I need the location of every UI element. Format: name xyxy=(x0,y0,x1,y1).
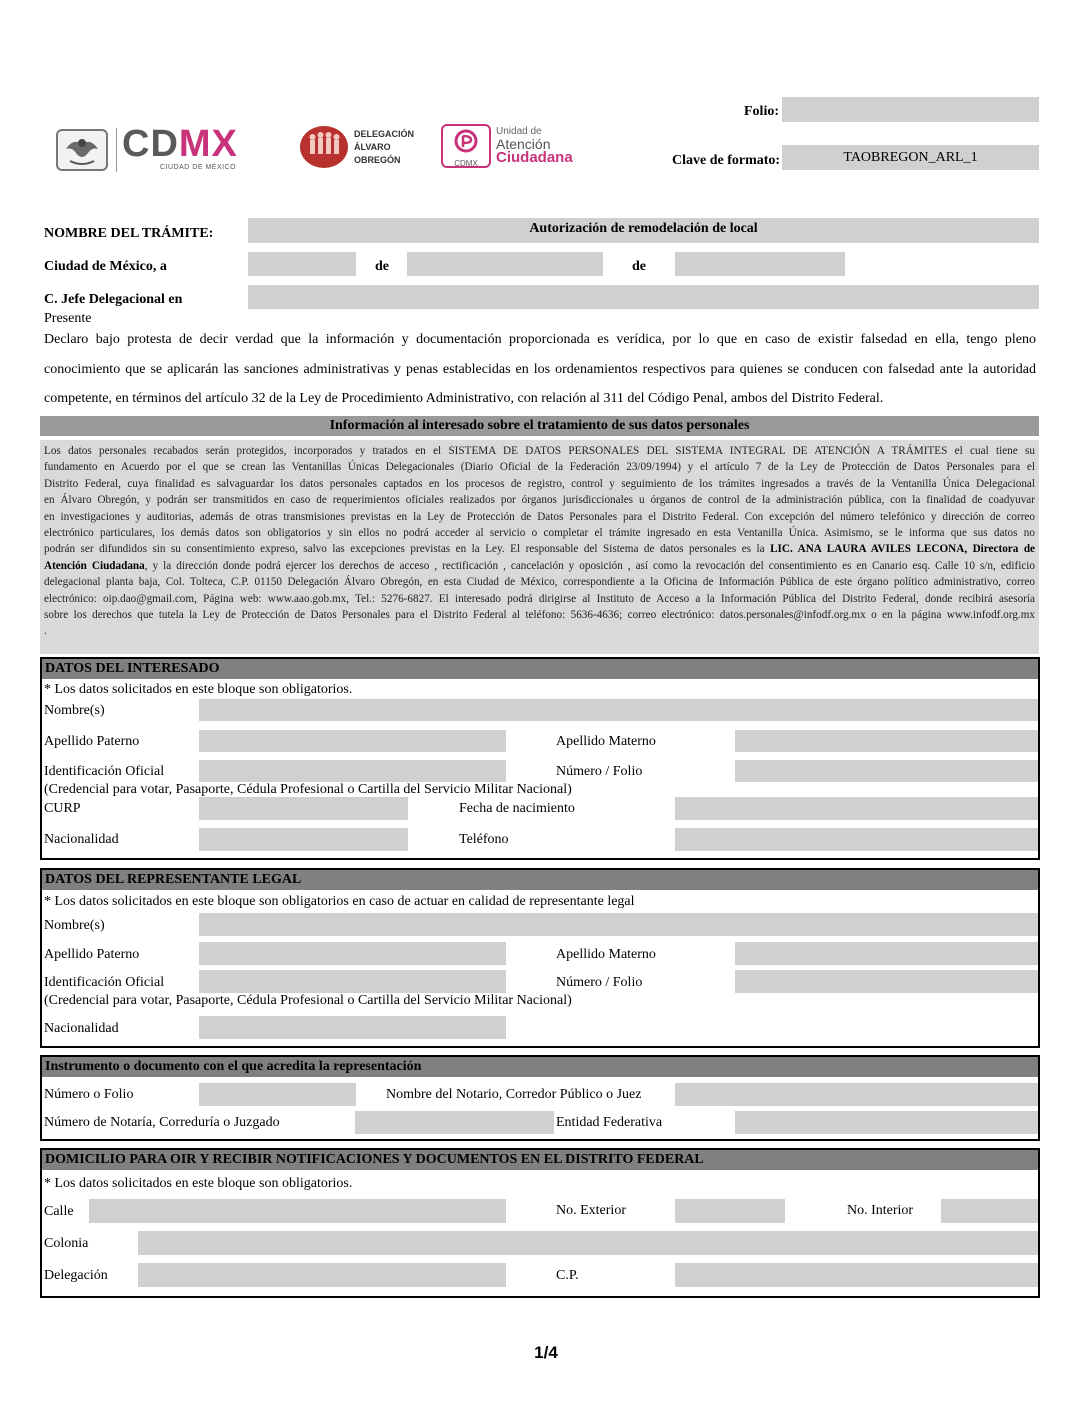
privacy-line xyxy=(44,558,1035,574)
domicilio-no-exterior-label: No. Exterior xyxy=(556,1203,626,1218)
escudo-nacional-logo xyxy=(56,129,108,171)
fecha-mes-field[interactable] xyxy=(407,252,603,276)
fecha-dia-field[interactable] xyxy=(248,252,356,276)
privacy-line-text: , y la dirección donde podrá ejercer los derechos de acceso , rectificación , cancelación y oposición , así como la revocación del consentimiento es en Canario esq. Calle 10 s/n, edificio xyxy=(144,559,1035,572)
representante-ap-materno-label: Apellido Materno xyxy=(556,947,656,962)
privacy-title: Información al interesado sobre el tratamiento de sus datos personales xyxy=(329,418,750,433)
cdmx-logo-subtitle: CIUDAD DE MÉXICO xyxy=(160,164,237,171)
unidad-atencion-badge-icon xyxy=(441,124,491,168)
domicilio-note: * Los datos solicitados en este bloque son obligatorios. xyxy=(44,1176,353,1191)
instrumento-notario-field[interactable] xyxy=(675,1083,1038,1106)
instrumento-entidad-label: Entidad Federativa xyxy=(556,1115,663,1130)
privacy-line: Distrito Federal, cuya finalidad es salvaguardar los datos personales captados en los procesos de registro, control y seguimiento de los trámites ingresados a través de la Ventanilla Única Delegacional xyxy=(44,477,1035,490)
interesado-ap-materno-label: Apellido Materno xyxy=(556,734,656,749)
representante-header: DATOS DEL REPRESENTANTE LEGAL xyxy=(42,870,1038,890)
privacy-line: delegacional planta baja, Col. Tolteca, C.P. 01150 Delegación Álvaro Obregón, en esta Ciudad de México, correspondiente a la Oficina de Información Pública de este órgano político administrativo, correo xyxy=(44,576,1035,589)
domicilio-colonia-label: Colonia xyxy=(44,1236,89,1251)
instrumento-notaria-field[interactable] xyxy=(355,1111,554,1134)
privacy-line: electrónico particulares, los demás datos son obligatorios y sin ellos no podrá acceder al servicio o completar el trámite ingresado en esta Ventanilla Única. Asimismo, se le informa que sus datos no xyxy=(44,527,1035,540)
privacy-line: fundamento en Acuerdo por el que se crean las Ventanillas Únicas Delegacionales (Diario Oficial de la Federación 23/09/1994) y el artículo 7 de la Ley de Protección de Datos Personales para el xyxy=(44,461,1035,474)
logo-divider xyxy=(116,128,117,172)
nombre-tramite-value: Autorización de remodelación de local xyxy=(529,221,758,236)
instrumento-notario-label: Nombre del Notario, Corredor Público o Juez xyxy=(386,1087,642,1102)
clave-formato-label: Clave de formato: xyxy=(672,153,781,168)
page-number: 1/4 xyxy=(534,1343,558,1362)
declaracion-line-1: Declaro bajo protesta de decir verdad que la información y documentación proporcionada es verídica, por lo que en caso de existir falsedad en ella, tengo pleno xyxy=(44,332,1036,347)
domicilio-no-interior-label: No. Interior xyxy=(847,1203,914,1218)
domicilio-calle-field[interactable] xyxy=(89,1199,506,1223)
interesado-ap-paterno-label: Apellido Paterno xyxy=(44,734,140,749)
privacy-line-text: podrán ser difundidos sin su consentimiento expreso, salvo las excepciones previstas en la Ley. El responsable del Sistema de datos personales es la xyxy=(44,543,765,556)
representante-note: * Los datos solicitados en este bloque son obligatorios en caso de actuar en calidad de representante legal xyxy=(44,894,635,909)
privacy-line: . xyxy=(44,625,47,638)
delegacion-logo-text xyxy=(354,128,414,167)
representante-identificacion-field[interactable] xyxy=(199,970,506,993)
interesado-curp-field[interactable] xyxy=(199,797,408,820)
fecha-de-1: de xyxy=(375,259,389,274)
interesado-telefono-label: Teléfono xyxy=(459,832,509,847)
domicilio-delegacion-field[interactable] xyxy=(138,1263,506,1287)
interesado-ap-paterno-field[interactable] xyxy=(199,730,506,752)
representante-ap-paterno-field[interactable] xyxy=(199,942,506,965)
folio-label: Folio: xyxy=(744,104,779,119)
privacy-line: en Álvaro Obregón, y podrán ser transmitidos en caso de requerimientos oficiales realizados por órganos jurisdiccionales u órganos de control de la administración pública, con la finalidad de coadyuvar xyxy=(44,494,1035,507)
interesado-telefono-field[interactable] xyxy=(675,828,1038,851)
interesado-nombre-label: Nombre(s) xyxy=(44,703,105,718)
representante-ap-paterno-label: Apellido Paterno xyxy=(44,947,140,962)
fecha-de-2: de xyxy=(632,259,646,274)
interesado-credencial-note: (Credencial para votar, Pasaporte, Cédula Profesional o Cartilla del Servicio Militar Nacional) xyxy=(44,782,572,797)
privacy-line xyxy=(44,541,1035,557)
interesado-header: DATOS DEL INTERESADO xyxy=(42,659,1038,679)
representante-nombre-field[interactable] xyxy=(199,913,1038,936)
privacy-title-bar xyxy=(40,416,1039,436)
interesado-identificacion-field[interactable] xyxy=(199,760,506,782)
presente-label: Presente xyxy=(44,311,92,326)
interesado-note: * Los datos solicitados en este bloque son obligatorios. xyxy=(44,682,353,697)
declaracion-paragraph xyxy=(44,330,1036,419)
domicilio-no-exterior-field[interactable] xyxy=(675,1199,785,1223)
interesado-ap-materno-field[interactable] xyxy=(735,730,1038,752)
delegacion-line-1: DELEGACIÓN xyxy=(354,129,415,139)
clave-formato-value: TAOBREGON_ARL_1 xyxy=(843,150,978,165)
interesado-numero-folio-label: Número / Folio xyxy=(556,764,643,779)
privacy-responsable: LIC. ANA LAURA AVILES LECONA, Directora de xyxy=(770,543,1036,556)
instrumento-numero-folio-field[interactable] xyxy=(199,1083,356,1106)
delegacion-line-3: OBREGÓN xyxy=(354,155,401,165)
fecha-anio-field[interactable] xyxy=(675,252,845,276)
privacy-line: en investigaciones y auditorias, además de otras transmisiones previstas en la Ley de Protección de Datos Personales para el Distrito Federal. Con excepción del número telefónico y dirección de correo xyxy=(44,510,1035,523)
clave-formato-field[interactable] xyxy=(782,145,1039,170)
representante-ap-materno-field[interactable] xyxy=(735,942,1038,965)
interesado-nombre-field[interactable] xyxy=(199,699,1038,721)
domicilio-colonia-field[interactable] xyxy=(138,1231,1038,1255)
domicilio-header: DOMICILIO PARA OIR Y RECIBIR NOTIFICACIONES Y DOCUMENTOS EN EL DISTRITO FEDERAL xyxy=(42,1150,1038,1170)
nombre-tramite-label: NOMBRE DEL TRÁMITE: xyxy=(44,226,214,241)
representante-identificacion-label: Identificación Oficial xyxy=(44,975,165,990)
interesado-fecha-nac-field[interactable] xyxy=(675,797,1038,820)
domicilio-delegacion-label: Delegación xyxy=(44,1268,108,1283)
privacy-notice xyxy=(40,440,1039,654)
cdmx-logo xyxy=(122,124,282,174)
interesado-numero-folio-field[interactable] xyxy=(735,760,1038,782)
interesado-nacionalidad-field[interactable] xyxy=(199,828,408,851)
cdmx-logo-text: CDMX xyxy=(122,123,238,165)
domicilio-calle-label: Calle xyxy=(44,1204,74,1219)
privacy-line: Los datos personales recabados serán protegidos, incorporados y tratados en el SISTEMA DE DATOS PERSONALES DEL SISTEMA INTEGRAL DE ATENCIÓN A TRÁMITES el cual tiene su xyxy=(44,445,1035,457)
unidad-mid-text: Atención xyxy=(496,136,551,152)
privacy-responsable-cont: Atención Ciudadana xyxy=(44,559,145,572)
unidad-badge-label: CDMX xyxy=(454,159,478,168)
representante-credencial-note: (Credencial para votar, Pasaporte, Cédula Profesional o Cartilla del Servicio Militar Nacional) xyxy=(44,993,572,1008)
nombre-tramite-field[interactable] xyxy=(248,218,1039,243)
unidad-big-text: Ciudadana xyxy=(496,149,573,166)
ciudad-fecha-label: Ciudad de México, a xyxy=(44,259,167,274)
declaracion-line-3: competente, en términos del artículo 32 de la Ley de Procedimiento Administrativo, con relación al 311 del Código Penal, ambos del Distrito Federal. xyxy=(44,391,884,406)
instrumento-notaria-label: Número de Notaría, Correduría o Juzgado xyxy=(44,1115,280,1130)
declaracion-line-2: conocimiento que se aplicarán las sanciones administrativas y penas establecidas en los ordenamientos respectivos para quienes se conducen con falsedad ante la autoridad xyxy=(44,361,1036,377)
jefe-delegacional-label: C. Jefe Delegacional en xyxy=(44,292,183,307)
instrumento-header: Instrumento o documento con el que acredita la representación xyxy=(42,1057,1038,1077)
instrumento-entidad-field[interactable] xyxy=(735,1111,1038,1134)
instrumento-numero-folio-label: Número o Folio xyxy=(44,1087,134,1102)
unidad-atencion-text xyxy=(496,126,573,165)
unidad-small-text: Unidad de xyxy=(496,126,542,137)
interesado-identificacion-label: Identificación Oficial xyxy=(44,764,165,779)
representante-nombre-label: Nombre(s) xyxy=(44,918,105,933)
privacy-line: electrónico: oip.dao@gmail.com, Página web: www.aao.gob.mx, Tel.: 5276-6827. El interesado podrá dirigirse al Instituto de Acceso a la Información Pública del Distrito Federal, donde recibirá asesoría xyxy=(44,592,1035,605)
delegacion-line-2: ÁLVARO xyxy=(354,142,391,152)
interesado-nacionalidad-label: Nacionalidad xyxy=(44,832,119,847)
representante-numero-folio-field[interactable] xyxy=(735,970,1038,993)
interesado-fecha-nac-label: Fecha de nacimiento xyxy=(459,801,575,816)
interesado-curp-label: CURP xyxy=(44,801,81,816)
domicilio-no-interior-field[interactable] xyxy=(941,1199,1038,1223)
delegacion-seal-icon xyxy=(300,126,348,168)
eagle-icon xyxy=(58,131,106,169)
representante-nacionalidad-field[interactable] xyxy=(199,1016,506,1039)
privacy-line: sobre los derechos que tutela la Ley de Protección de Datos Personales para el Distrito Federal al teléfono: 5636-4636; correo electrónico: datos.personales@infodf.org.mx o en la página www.infodf.org.mx xyxy=(44,609,1035,622)
jefe-delegacional-field[interactable] xyxy=(248,285,1039,309)
representante-nacionalidad-label: Nacionalidad xyxy=(44,1021,119,1036)
domicilio-cp-label: C.P. xyxy=(556,1268,579,1283)
representante-numero-folio-label: Número / Folio xyxy=(556,975,643,990)
folio-field[interactable] xyxy=(782,97,1039,122)
domicilio-cp-field[interactable] xyxy=(675,1263,1038,1287)
